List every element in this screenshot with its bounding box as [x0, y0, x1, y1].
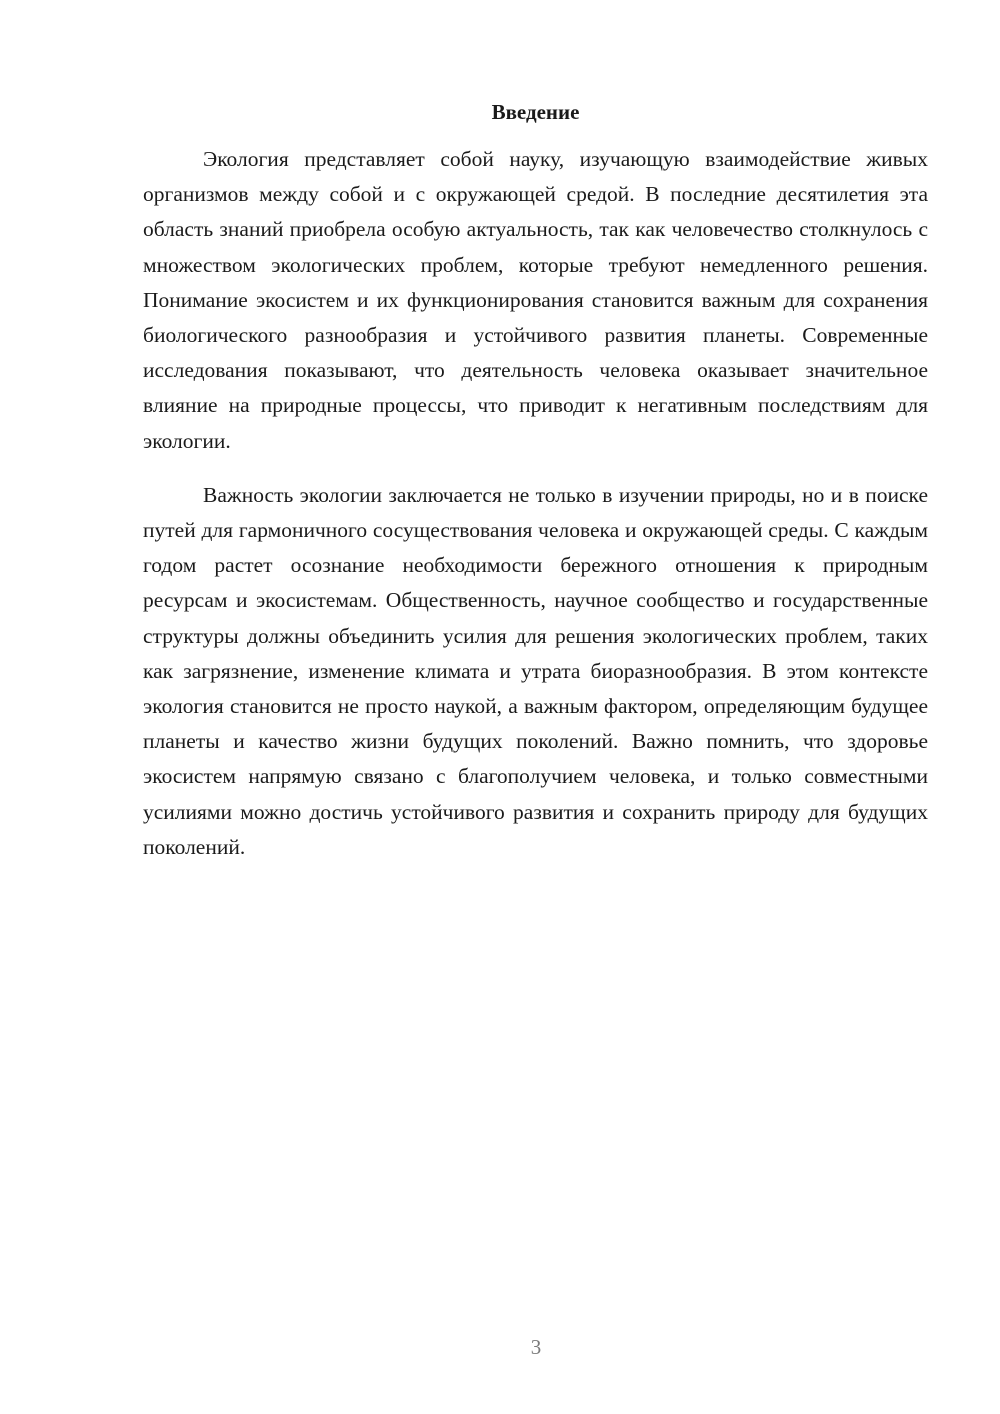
- paragraph-intro: Экология представляет собой науку, изучающую взаимодействие живых организмов между собой и с окружающей средой. В последние десятилетия эта область знаний приобрела особую актуальность, так как человечество столкнулось с множеством экологических проблем, которые требуют немедленного решения. Понимание экосистем и их функционирования становится важным для сохранения биологического разнообразия и устойчивого развития планеты. Современные исследования показывают, что деятельность человека оказывает значительное влияние на природные процессы, что приводит к негативным последствиям для экологии.: [143, 147, 928, 453]
- paragraph-importance: Важность экологии заключается не только в изучении природы, но и в поиске путей для гармоничного сосуществования человека и окружающей среды. С каждым годом растет осознание необходимости бережного отношения к природным ресурсам и экосистемам. Общественность, научное сообщество и государственные структуры должны объединить усилия для решения экологических проблем, таких как загрязнение, изменение климата и утрата биоразнообразия. В этом контексте экология становится не просто наукой, а важным фактором, определяющим будущее планеты и качество жизни будущих поколений. Важно помнить, что здоровье экосистем напрямую связано с благополучием человека, и только совместными усилиями можно достичь устойчивого развития и сохранить природу для будущих поколений.: [143, 482, 928, 859]
- page-number: 3: [530, 1335, 542, 1359]
- section-heading: Введение: [491, 100, 580, 124]
- body-text: [143, 142, 928, 865]
